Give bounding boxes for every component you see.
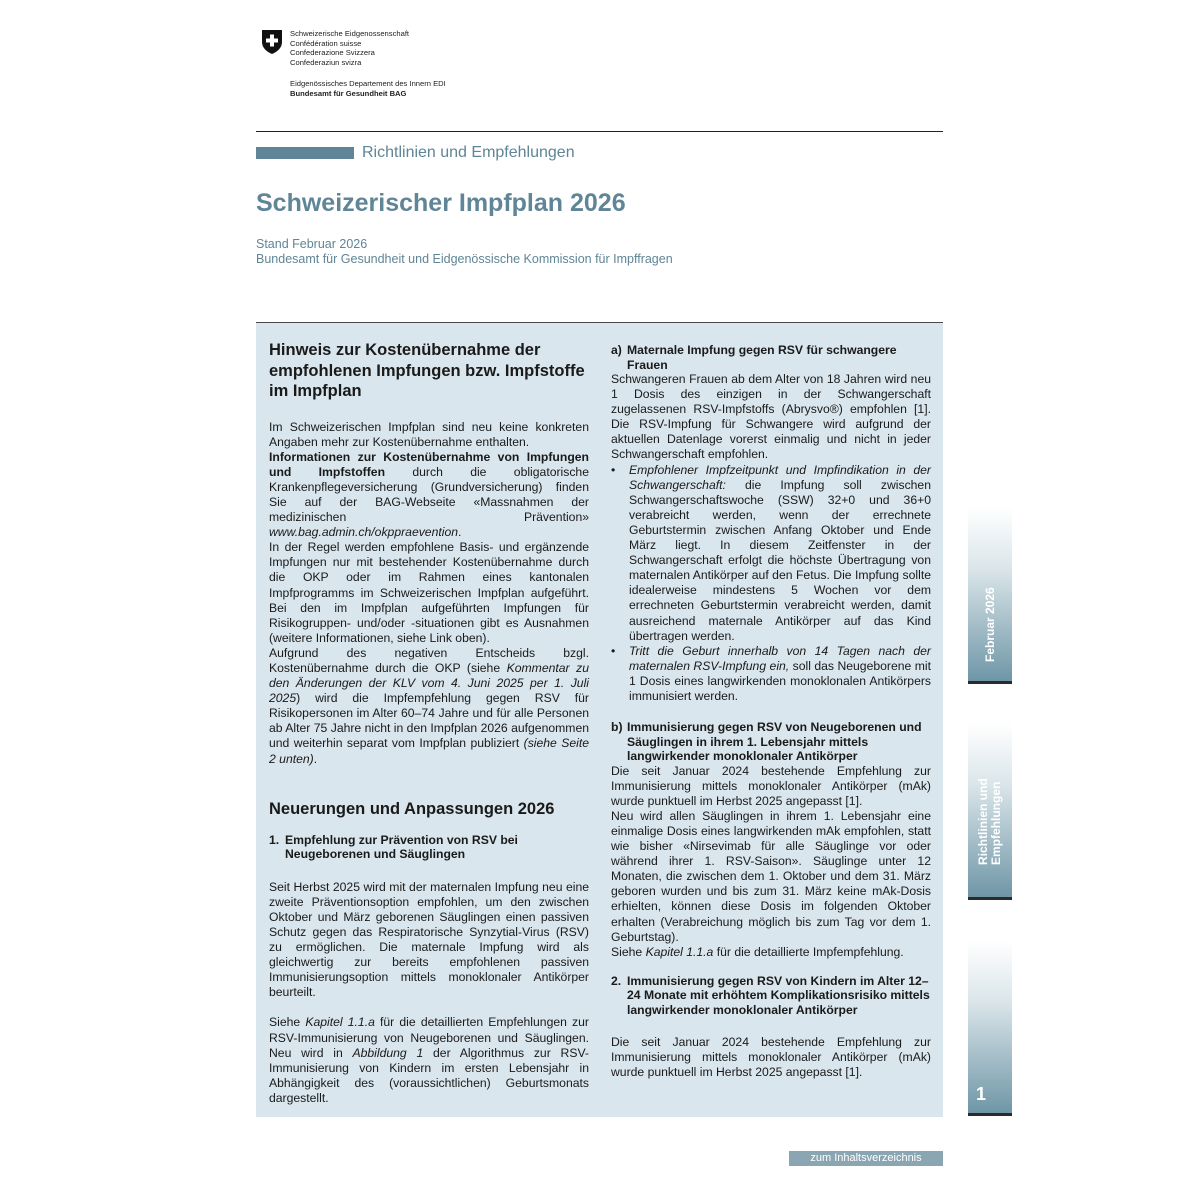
paragraph: Die seit Januar 2024 bestehende Empfehlung zur Immunisierung mittels monoklonaler Antikörper (mAk) wurde punktuell im Herbst 2025 angepasst [1].: [611, 763, 931, 808]
italic-text: Abbildung 1: [352, 1045, 424, 1060]
text: soll das Neugeborene mit 1 Dosis eines langwirkenden monoklonalen Antikörpers immunisiert werden.: [629, 658, 931, 703]
paragraph: Im Schweizerischen Impfplan sind neu keine konkreten Angaben mehr zur Kostenübernahme enthalten.: [269, 419, 589, 449]
bullet-text: [629, 644, 931, 704]
confederation-line: Schweizerische Eidgenossenschaft: [290, 29, 410, 38]
paragraph: [269, 450, 589, 541]
text: für die detaillierten Empfehlungen zur RSV-Immunisierung von Neugeborenen und Säuglingen. Neu wird in: [269, 1015, 589, 1060]
office-name: Bundesamt für Gesundheit BAG: [290, 88, 407, 98]
text: Aufgrund des negativen Entscheids bzgl. Kostenübernahme durch die OKP (siehe: [269, 645, 589, 675]
paragraph: In der Regel werden empfohlene Basis- und ergänzende Impfungen nur mit bestehender Kostenübernahme durch die OKP oder im Rahmen eines kantonalen Impfprogramms im Schweizerischen Impfplan aufgeführt. Bei den im Impfplan aufgeführten Impfungen für Risikogruppen- und/oder -situationen gibt es Ausnahmen (weitere Informationen, siehe Link oben).: [269, 540, 589, 645]
subsection-heading: [611, 720, 931, 764]
page-number: 1: [976, 1084, 987, 1104]
category-bar: [256, 147, 354, 159]
italic-text: Kapitel 1.1.a: [305, 1015, 375, 1030]
italic-text: Kommentar zu den Änderungen der KLV vom 4. Juni 2025 per 1. Juli 2025: [269, 661, 589, 706]
subsection-number: b): [611, 720, 623, 735]
italic-text: Empfohlener Impfzeitpunkt und Impfindikation in der Schwangerschaft:: [629, 462, 931, 492]
confederation-line: Confederaziun svizra: [290, 58, 362, 68]
paragraph: Seit Herbst 2025 wird mit der maternalen Impfung neu eine zweite Präventionsoption empfohlen, um den zwischen Oktober und März geborenen Säuglingen einen passiven Schutz gegen das Respiratorische Synzytial-Virus (RSV) zu ermöglichen. Die maternale Impfung wird als gleichwertig zur bereits empfohlenen passiven Immunisierungsoption mittels monoklonaler Antikörper beurteilt.: [269, 879, 589, 1000]
subsection-number: 2.: [611, 973, 622, 988]
bold-text: Informationen zur Kostenübernahme von Impfungen und Impfstoffen: [269, 449, 589, 479]
text: für die detaillierte Impfempfehlung.: [713, 944, 904, 959]
bullet-text: [629, 463, 931, 644]
subsection-heading: [269, 833, 589, 862]
authors: Bundesamt für Gesundheit und Eidgenössische Kommission für Impffragen: [256, 252, 673, 266]
italic-text: Kapitel 1.1.a: [645, 944, 714, 959]
subsection-heading: [611, 974, 931, 1018]
subsection-number: a): [611, 343, 622, 357]
subsection-heading: [611, 343, 931, 372]
department-block: [290, 79, 446, 98]
confederation-line: Confederazione Svizzera: [290, 48, 375, 58]
right-column: [611, 340, 931, 1081]
bullet-glyph: •: [611, 643, 616, 658]
department-name: Eidgenössisches Departement des Innern EDI: [290, 79, 446, 88]
paragraph: Schwangeren Frauen ab dem Alter von 18 Jahren wird neu 1 Dosis des einzigen in der Schwangerschaft zugelassenen RSV-Impfstoffs (Abrysvo®) empfohlen [1]. Die RSV-Impfung für Schwangere wird aufgrund der aktuellen Datenlage vorerst einmalig und nicht in jeder Schwangerschaft empfohlen.: [611, 372, 931, 462]
confederation-line: Confédération suisse: [290, 38, 362, 48]
swiss-shield-logo-icon: [261, 29, 283, 55]
paragraph: [611, 945, 931, 960]
header-rule: [256, 131, 943, 132]
text: .: [458, 525, 462, 540]
bullet-item: [611, 644, 931, 704]
paragraph: Die seit Januar 2024 bestehende Empfehlung zur Immunisierung mittels monoklonaler Antikörper (mAk) wurde punktuell im Herbst 2025 angepasst [1].: [611, 1035, 931, 1080]
text: Siehe: [269, 1015, 306, 1030]
tab-category[interactable]: [968, 723, 1012, 900]
category-label: Richtlinien und Empfehlungen: [362, 144, 575, 161]
tab-page-number[interactable]: [968, 941, 1012, 1116]
document-meta: [256, 237, 673, 267]
subsection-title: Maternale Impfung gegen RSV für schwangere Frauen: [627, 343, 897, 372]
subsection-title: Empfehlung zur Prävention von RSV bei Neugeborenen und Säuglingen: [285, 832, 518, 862]
text: Siehe: [611, 944, 646, 959]
confederation-names: [290, 29, 409, 68]
stand-date: Stand Februar 2026: [256, 237, 368, 251]
cost-notice-heading: Hinweis zur Kostenübernahme der empfohlenen Impfungen bzw. Impfstoffe im Impfplan: [269, 341, 585, 400]
text: durch die obligatorische Krankenpflegeversicherung (Grundversicherung) finden Sie auf der BAG-Webseite «Massnahmen der medizinischen Prävention»: [269, 464, 589, 525]
text: der Algorithmus zur RSV-Immunisierung von Kindern im ersten Lebensjahr in Abhängigkeit des (voraussichtlichen) Geburtsmonats dargestellt.: [269, 1045, 589, 1105]
tab-label-line: Empfehlungen: [989, 781, 1003, 865]
tab-label: [977, 778, 1003, 865]
subsection-title: Immunisierung gegen RSV von Kindern im Alter 12–24 Monate mit erhöhtem Komplikationsrisiko mittels langwirkender monoklonaler Antikörper: [627, 973, 930, 1017]
document-title: Schweizerischer Impfplan 2026: [256, 189, 626, 217]
tab-date[interactable]: [968, 507, 1012, 684]
subsection-number: 1.: [269, 832, 280, 847]
left-column: [269, 340, 589, 1106]
subsection-title: Immunisierung gegen RSV von Neugeborenen und Säuglingen in ihrem 1. Lebensjahr mittels langwirkender monoklonaler Antikörper: [627, 720, 922, 764]
tab-label: Februar 2026: [983, 587, 997, 662]
paragraph: [269, 1015, 589, 1106]
section-heading: Neuerungen und Anpassungen 2026: [269, 799, 555, 818]
toc-button[interactable]: zum Inhaltsverzeichnis: [789, 1151, 943, 1166]
text: die Impfung soll zwischen Schwangerschaftswoche (SSW) 32+0 und 36+0 verabreicht werden, wenn der errechnete Geburtstermin zwischen Anfang Oktober und Ende März liegt. In diesem Zeitfenster in der Schwangerschaft erfolgt die höchste Übertragung von maternalen Antikörper auf den Fetus. Die Impfung sollte idealerweise mindestens 5 Wochen vor dem errechneten Geburtstermin verabreicht werden, damit ausreichend maternale Antikörper auf das Kind übertragen werden.: [629, 477, 931, 643]
tab-label-line: Richtlinien und: [976, 778, 990, 865]
text: .: [313, 751, 318, 766]
paragraph: Neu wird allen Säuglingen in ihrem 1. Lebensjahr eine einmalige Dosis eines langwirkenden mAk empfohlen, statt wie bisher «Nirsevimab für alle Säuglinge vor oder während ihrer 1. RSV-Saison». Säuglinge unter 12 Monaten, die zwischen dem 1. Oktober und dem 31. März geboren wurden und bis zum 31. März keine mAk-Dosis erhielten, können diese Dosis im folgenden Oktober erhalten (Verabreichung möglich bis zum Tag vor dem 1. Geburtstag).: [611, 808, 931, 944]
bag-link[interactable]: www.bag.admin.ch/okppraevention: [269, 525, 459, 540]
text: ) wird die Impfempfehlung gegen RSV für Risikopersonen im Alter 60–74 Jahre und für alle Personen ab Alter 75 Jahre nicht in den Impfplan 2026 aufgenommen und weiterhin separat vom Impfplan publiziert: [269, 691, 589, 751]
bullet-item: [611, 463, 931, 644]
paragraph: [269, 646, 589, 767]
italic-text: (siehe Seite 2 unten): [269, 736, 590, 766]
bullet-glyph: •: [611, 462, 616, 477]
italic-text: Tritt die Geburt innerhalb von 14 Tagen nach der maternalen RSV-Impfung ein,: [629, 643, 931, 673]
